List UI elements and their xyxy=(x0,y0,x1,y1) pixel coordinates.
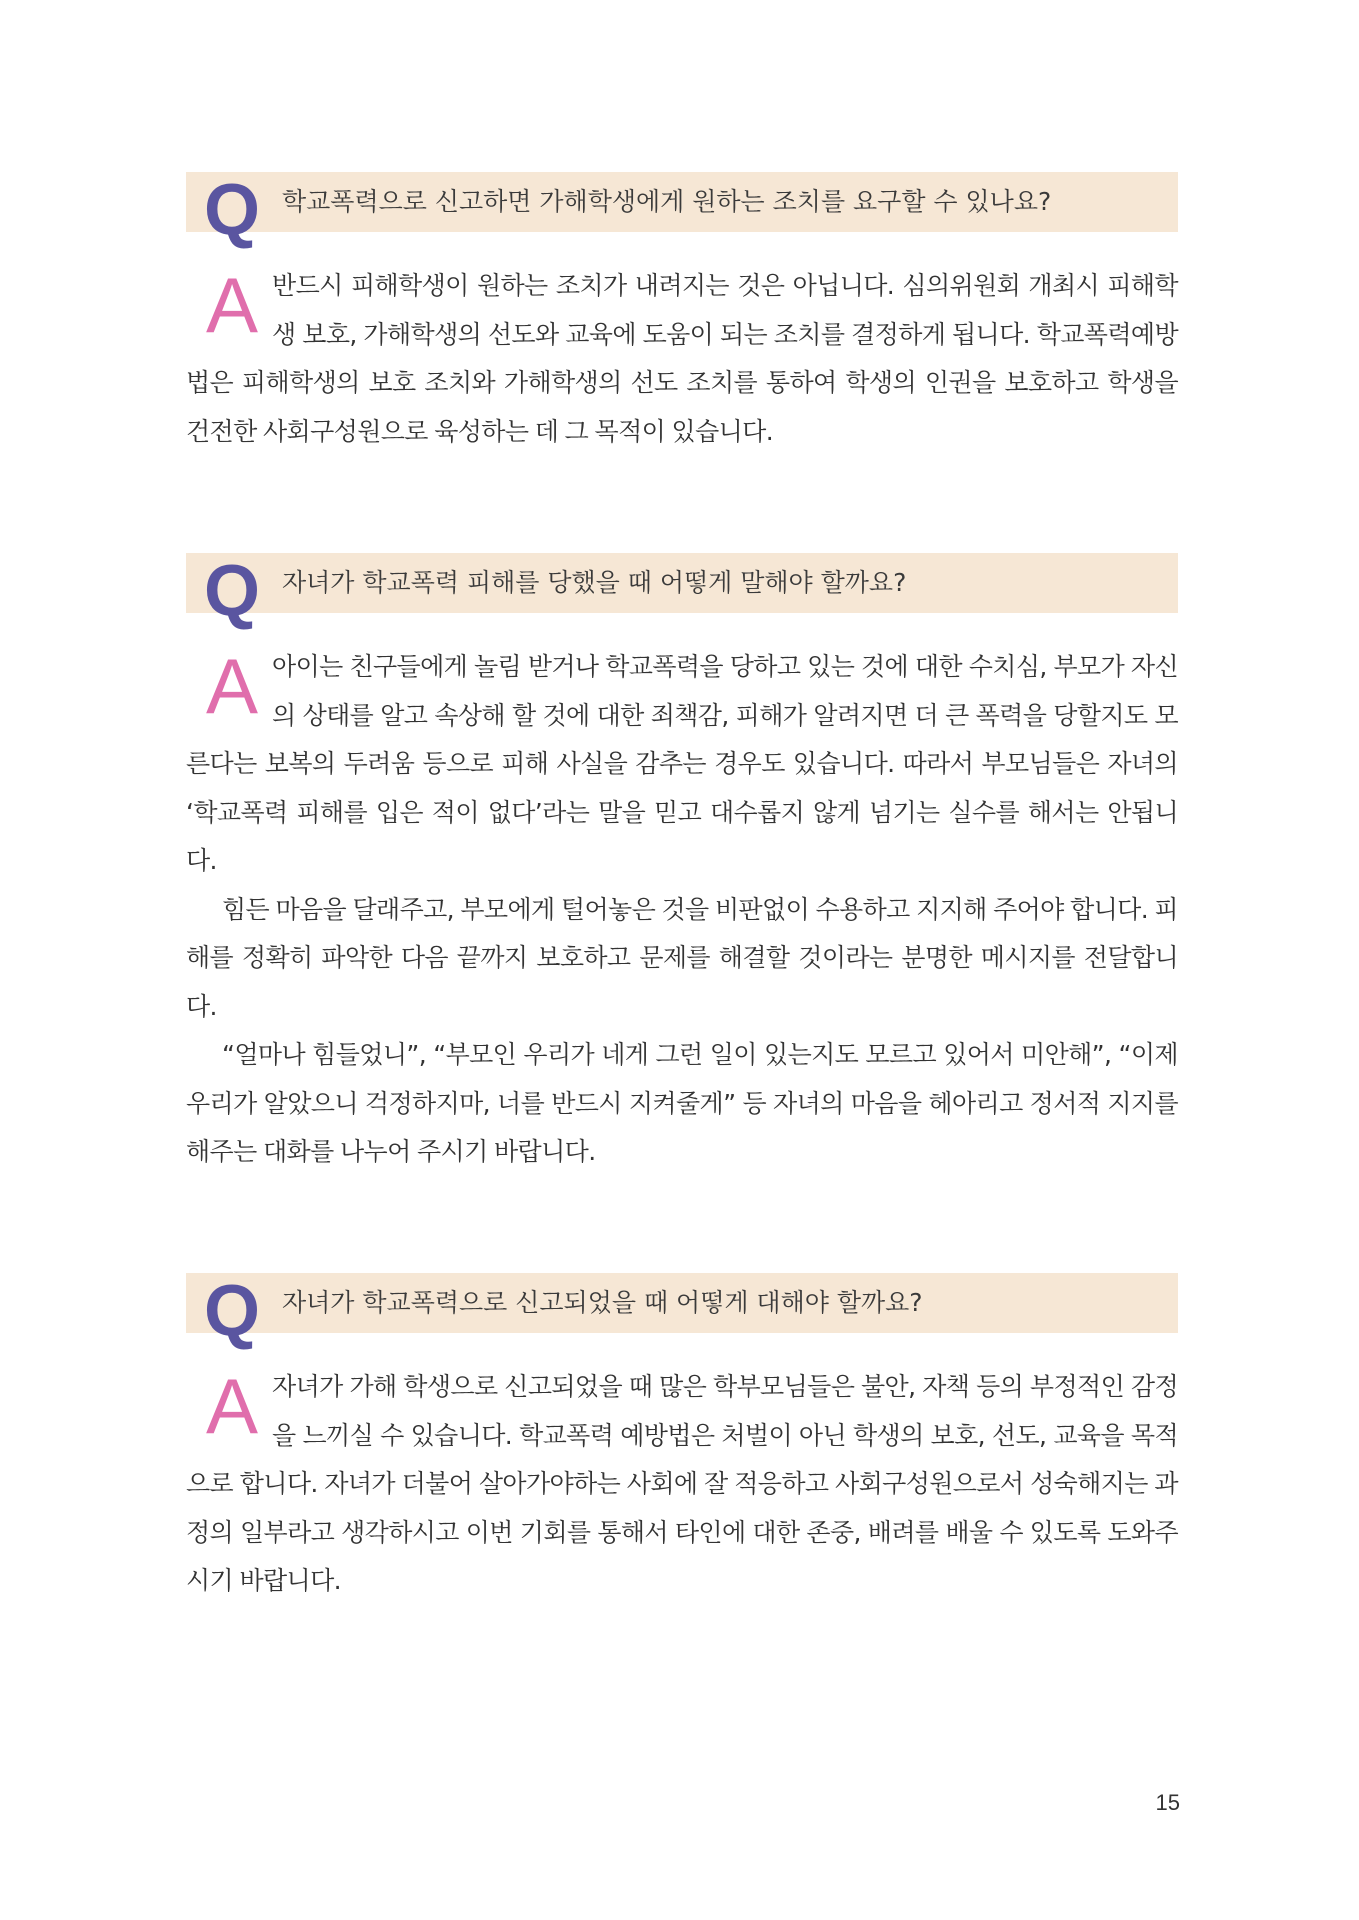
answer-paragraph: 자녀가 가해 학생으로 신고되었을 때 많은 학부모님들은 불안, 자책 등의 부정적인 감정을 느끼실 수 있습니다. 학교폭력 예방법은 처벌이 아닌 학생의 보호, 선도, 교육을 목적으로 합니다. 자녀가 더불어 살아가야하는 사회에 잘 적응하고 사회구성원으로서 성숙해지는 과정의 일부라고 생각하시고 이번 기회를 통해서 타인에 대한 존중, 배려를 배울 수 있도록 도와주시기 바랍니다. xyxy=(186,1372,1178,1595)
question-bar xyxy=(186,1271,1178,1351)
question-bar xyxy=(186,170,1178,250)
page-number: 15 xyxy=(1155,1790,1180,1815)
a-mark-icon: A xyxy=(206,642,259,730)
q-mark-icon: Q xyxy=(204,170,261,250)
question-text: 자녀가 학교폭력으로 신고되었을 때 어떻게 대해야 할까요? xyxy=(282,1288,923,1317)
answer xyxy=(186,262,1178,456)
a-mark-icon: A xyxy=(206,1362,259,1450)
answer-paragraph: 아이는 친구들에게 놀림 받거나 학교폭력을 당하고 있는 것에 대한 수치심, 부모가 자신의 상태를 알고 속상해 할 것에 대한 죄책감, 피해가 알려지면 더 큰 폭력을 당할지도 모른다는 보복의 두려움 등으로 피해 사실을 감추는 경우도 있습니다. 따라서 부모님들은 자녀의 ‘학교폭력 피해를 입은 적이 없다’라는 말을 믿고 대수롭지 않게 넘기는 실수를 해서는 안됩니다. xyxy=(186,652,1178,875)
a-mark-icon: A xyxy=(206,261,259,349)
answer-paragraph: 반드시 피해학생이 원하는 조치가 내려지는 것은 아닙니다. 심의위원회 개최시 피해학생 보호, 가해학생의 선도와 교육에 도움이 되는 조치를 결정하게 됩니다. 학교폭력예방법은 피해학생의 보호 조치와 가해학생의 선도 조치를 통하여 학생의 인권을 보호하고 학생을 건전한 사회구성원으로 육성하는 데 그 목적이 있습니다. xyxy=(186,271,1178,446)
answer-paragraph: “얼마나 힘들었니”, “부모인 우리가 네게 그런 일이 있는지도 모르고 있어서 미안해”, “이제 우리가 알았으니 걱정하지마, 너를 반드시 지켜줄게” 등 자녀의 마음을 헤아리고 정서적 지지를 해주는 대화를 나누어 주시기 바랍니다. xyxy=(186,1040,1178,1166)
q-mark-icon: Q xyxy=(204,551,261,631)
question-text: 학교폭력으로 신고하면 가해학생에게 원하는 조치를 요구할 수 있나요? xyxy=(282,187,1052,216)
answer xyxy=(186,1363,1178,1606)
question-bar xyxy=(186,551,1178,631)
question-text: 자녀가 학교폭력 피해를 당했을 때 어떻게 말해야 할까요? xyxy=(282,568,907,597)
q-mark-icon: Q xyxy=(204,1271,261,1351)
answer xyxy=(186,643,1178,1177)
qa-block-2 xyxy=(186,553,1178,1177)
qa-block-3 xyxy=(186,1273,1178,1606)
answer-paragraph: 힘든 마음을 달래주고, 부모에게 털어놓은 것을 비판없이 수용하고 지지해 주어야 합니다. 피해를 정확히 파악한 다음 끝까지 보호하고 문제를 해결할 것이라는 분명한 메시지를 전달합니다. xyxy=(186,894,1178,1021)
qa-block-1 xyxy=(186,172,1178,456)
